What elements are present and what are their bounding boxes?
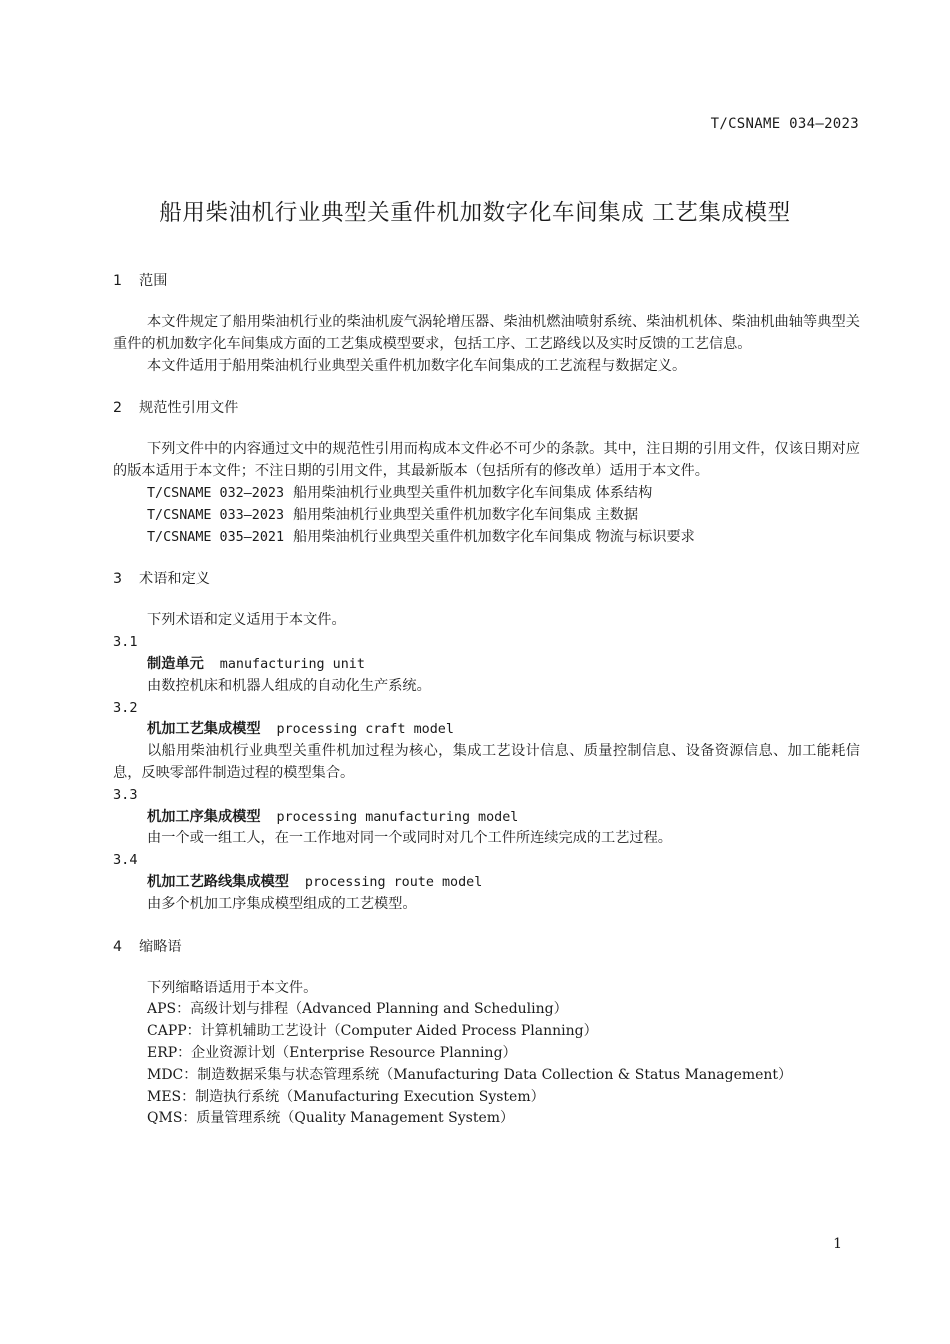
section-number: 3 (113, 571, 123, 588)
reference-code: T/CSNAME 032—2023 (147, 485, 285, 501)
term-chinese: 机加工艺集成模型 (147, 721, 261, 738)
term-number: 3.1 (113, 634, 138, 651)
term-english: manufacturing unit (219, 656, 365, 672)
section-heading-abbreviations (113, 936, 860, 958)
document-body (113, 270, 860, 1130)
term-number: 3.2 (113, 699, 138, 716)
reference-code: T/CSNAME 033—2023 (147, 507, 285, 523)
term-definition: 由数控机床和机器人组成的自动化生产系统。 (147, 677, 431, 694)
reference-title: 船用柴油机行业典型关重件机加数字化车间集成 主数据 (293, 506, 639, 523)
references-paragraph: 下列文件中的内容通过文中的规范性引用而构成本文件必不可少的条款。其中，注日期的引用文件，仅该日期对应的版本适用于本文件；不注日期的引用文件，其最新版本（包括所有的修改单）适用于本文件。 (113, 441, 860, 480)
term-english: processing manufacturing model (276, 809, 519, 825)
section-title: 范围 (139, 273, 168, 289)
term-english: processing craft model (276, 722, 454, 738)
term-heading (113, 719, 860, 741)
document-code: T/CSNAME 034—2023 (710, 116, 859, 132)
term-chinese: 制造单元 (147, 655, 204, 672)
term-heading (113, 872, 860, 894)
abbreviation-item: MDC：制造数据采集与状态管理系统（Manufacturing Data Collection & Status Management） (147, 1066, 793, 1083)
reference-item (113, 527, 860, 549)
term-english: processing route model (304, 874, 483, 890)
terms-intro: 下列术语和定义适用于本文件。 (147, 612, 346, 629)
scope-paragraph-2: 本文件适用于船用柴油机行业典型关重件机加数字化车间集成的工艺流程与数据定义。 (147, 357, 687, 374)
term-definition: 由一个或一组工人，在一工作地对同一个或同时对几个工件所连续完成的工艺过程。 (147, 830, 672, 847)
term-number: 3.4 (113, 852, 138, 869)
term-definition: 以船用柴油机行业典型关重件机加过程为核心，集成工艺设计信息、质量控制信息、设备资源信息、加工能耗信息，反映零部件制造过程的模型集合。 (113, 743, 860, 781)
abbreviation-item: QMS：质量管理系统（Quality Management System） (147, 1110, 515, 1127)
term-definition: 由多个机加工序集成模型组成的工艺模型。 (147, 895, 417, 912)
abbreviation-item: MES：制造执行系统（Manufacturing Execution System） (147, 1088, 545, 1105)
reference-title: 船用柴油机行业典型关重件机加数字化车间集成 体系结构 (293, 484, 653, 501)
document-title: 船用柴油机行业典型关重件机加数字化车间集成 工艺集成模型 (159, 200, 791, 226)
section-title: 规范性引用文件 (139, 400, 239, 417)
section-number: 2 (113, 400, 123, 417)
reference-code: T/CSNAME 035—2021 (147, 529, 285, 545)
term-heading (113, 654, 860, 676)
term-chinese: 机加工序集成模型 (147, 808, 261, 825)
term-chinese: 机加工艺路线集成模型 (147, 873, 289, 890)
abbreviation-item: APS：高级计划与排程（Advanced Planning and Scheduling） (147, 1001, 568, 1018)
term-number: 3.3 (113, 786, 138, 803)
reference-item (113, 505, 860, 527)
scope-paragraph-1: 本文件规定了船用柴油机行业的柴油机废气涡轮增压器、柴油机燃油喷射系统、柴油机机体、柴油机曲轴等典型关重件的机加数字化车间集成方面的工艺集成模型要求，包括工序、工艺路线以及实时反馈的工艺信息。 (113, 314, 860, 352)
term-heading (113, 807, 860, 829)
section-heading-terms-definitions (113, 568, 860, 590)
reference-title: 船用柴油机行业典型关重件机加数字化车间集成 物流与标识要求 (293, 528, 695, 545)
reference-item (113, 483, 860, 505)
section-title: 术语和定义 (139, 571, 210, 588)
page-number: 1 (833, 1236, 842, 1252)
section-heading-normative-references (113, 397, 860, 419)
abbreviations-intro: 下列缩略语适用于本文件。 (147, 979, 318, 996)
section-heading-scope (113, 270, 860, 292)
abbreviation-item: CAPP：计算机辅助工艺设计（Computer Aided Process Planning） (147, 1023, 598, 1040)
section-number: 4 (113, 938, 123, 955)
abbreviation-item: ERP：企业资源计划（Enterprise Resource Planning） (147, 1044, 517, 1061)
section-number: 1 (113, 273, 123, 289)
section-title: 缩略语 (139, 938, 182, 955)
